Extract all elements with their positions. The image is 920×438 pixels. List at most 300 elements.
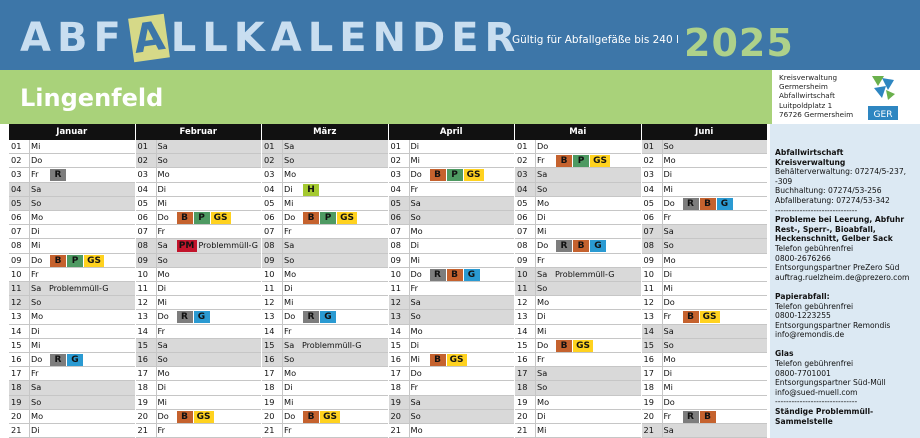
pickup-tag: G (590, 240, 606, 252)
day-number: 19 (264, 396, 275, 407)
day-number: 16 (517, 354, 528, 364)
day-number: 07 (11, 226, 22, 237)
weekday-label: Mi (409, 254, 427, 267)
day-number: 17 (11, 368, 22, 379)
pickup-tag: R (556, 240, 572, 252)
day-row (9, 183, 135, 197)
day-row (515, 310, 641, 324)
pickup-tag: GS (700, 311, 720, 323)
weekday-label: Sa (29, 381, 47, 394)
day-number: 16 (390, 354, 401, 364)
weekday-label: Mi (535, 424, 553, 437)
day-number: 16 (137, 354, 148, 364)
day-number: 17 (517, 368, 528, 379)
pickup-tag: B (430, 169, 446, 181)
weekday-label: So (29, 396, 47, 409)
day-number: 09 (264, 254, 275, 265)
pickup-tag: R (177, 311, 193, 323)
day-number: 19 (517, 396, 528, 407)
day-row (262, 225, 388, 239)
sidebar-line: Entsorgungspartner PreZero Süd (775, 263, 900, 273)
weekday-label: Sa (662, 424, 680, 437)
day-number: 06 (264, 212, 275, 222)
day-row (9, 367, 135, 381)
weekday-label: Do (282, 211, 300, 224)
day-row (136, 197, 262, 211)
weekday-label: Di (156, 282, 174, 295)
weekday-label: Do (409, 168, 427, 181)
day-row (515, 282, 641, 296)
day-row (389, 410, 515, 424)
day-row (642, 424, 768, 438)
day-number: 06 (390, 212, 401, 222)
day-row (262, 367, 388, 381)
day-row (642, 325, 768, 339)
weekday-label: Di (662, 367, 680, 380)
day-row (262, 325, 388, 339)
day-number: 09 (517, 254, 528, 265)
weekday-label: Mi (282, 197, 300, 210)
calendar-title: ABF A LLKALENDER (20, 13, 522, 63)
weekday-label: Mi (409, 154, 427, 167)
sidebar-line: info@sued-muell.com (775, 387, 858, 397)
weekday-label: Do (662, 197, 680, 210)
pickup-tag: PM (177, 240, 197, 252)
day-number: 10 (390, 268, 401, 279)
day-number: 11 (643, 283, 654, 293)
pickup-note: Problemmüll-G (302, 340, 362, 350)
day-row (642, 381, 768, 395)
weekday-label: Do (29, 154, 47, 167)
day-row (389, 225, 515, 239)
sidebar-line: Papierabfall: (775, 291, 830, 301)
pickup-tag: B (447, 269, 463, 281)
sidebar-line: Kreisverwaltung (775, 157, 846, 167)
day-number: 11 (11, 283, 22, 293)
weekday-label: Di (282, 183, 300, 196)
weekday-label: Mo (662, 154, 680, 167)
month-header-mai: Mai (515, 124, 641, 140)
day-row (136, 353, 262, 367)
day-number: 05 (11, 197, 22, 208)
day-row (389, 424, 515, 438)
day-number: 06 (517, 212, 528, 222)
day-number: 05 (264, 197, 275, 208)
pickup-tag: R (430, 269, 446, 281)
pickup-tag: P (67, 255, 83, 267)
day-number: 20 (643, 410, 654, 421)
day-row (136, 325, 262, 339)
weekday-label: Mo (156, 168, 174, 181)
weekday-label: So (156, 353, 174, 366)
day-row (515, 197, 641, 211)
month-header-juni: Juni (642, 124, 768, 140)
day-number: 02 (137, 155, 148, 166)
day-number: 07 (264, 226, 275, 237)
day-number: 07 (137, 226, 148, 237)
pickup-tag: P (320, 212, 336, 224)
weekday-label: Fr (535, 154, 553, 167)
weekday-label: Mo (29, 211, 47, 224)
day-row (262, 268, 388, 282)
weekday-label: Di (409, 140, 427, 153)
day-number: 14 (11, 325, 22, 336)
weekday-label: Mo (535, 396, 553, 409)
day-row (515, 140, 641, 154)
pickup-tag: B (683, 311, 699, 323)
weekday-label: Mo (156, 268, 174, 281)
month-header-april: April (389, 124, 515, 140)
day-row (642, 197, 768, 211)
day-row (136, 282, 262, 296)
day-number: 16 (643, 354, 654, 364)
day-number: 15 (264, 339, 275, 350)
weekday-label: Do (156, 211, 174, 224)
day-number: 19 (643, 396, 654, 407)
day-number: 03 (11, 169, 22, 180)
pickup-tag: B (700, 411, 716, 423)
weekday-label: Sa (535, 367, 553, 380)
weekday-label: Mi (282, 396, 300, 409)
pickup-tag: R (50, 169, 66, 181)
weekday-label: Di (535, 410, 553, 423)
weekday-label: So (662, 239, 680, 252)
day-number: 17 (137, 368, 148, 379)
day-number: 02 (643, 155, 654, 166)
month-header-märz: März (262, 124, 388, 140)
weekday-label: Mo (535, 296, 553, 309)
day-row (642, 396, 768, 410)
pickup-tag: GS (211, 212, 231, 224)
weekday-label: Sa (282, 140, 300, 153)
sidebar-line: Entsorgungspartner Süd-Müll (775, 378, 886, 388)
weekday-label: Di (282, 381, 300, 394)
sidebar-line: ------------------------------ (775, 205, 858, 215)
weekday-label: Mi (535, 225, 553, 238)
day-number: 04 (517, 183, 528, 194)
day-number: 15 (517, 339, 528, 350)
weekday-label: Di (662, 168, 680, 181)
weekday-label: So (29, 197, 47, 210)
weekday-label: Mo (282, 268, 300, 281)
pickup-tag: GS (447, 354, 467, 366)
day-row (136, 367, 262, 381)
day-row (389, 325, 515, 339)
day-row (642, 211, 768, 225)
day-number: 01 (11, 141, 22, 151)
day-row (9, 296, 135, 310)
day-row (9, 424, 135, 438)
weekday-label: So (29, 296, 47, 309)
day-row (642, 282, 768, 296)
day-number: 12 (137, 297, 148, 308)
day-number: 03 (643, 169, 654, 180)
day-number: 13 (390, 311, 401, 322)
sidebar-line: Heckenschnitt, Gelber Sack (775, 234, 893, 244)
town-name: Lingenfeld (20, 84, 164, 112)
weekday-label: Di (409, 239, 427, 252)
sidebar-line: Probleme bei Leerung, Abfuhr (775, 215, 905, 225)
weekday-label: Fr (662, 211, 680, 224)
day-number: 11 (390, 283, 401, 293)
weekday-label: So (535, 183, 553, 196)
day-number: 01 (517, 141, 528, 151)
pickup-tag: GS (590, 155, 610, 167)
day-row (515, 424, 641, 438)
day-row (515, 367, 641, 381)
weekday-label: Mo (662, 254, 680, 267)
weekday-label: Mo (282, 367, 300, 380)
day-row (515, 381, 641, 395)
day-number: 06 (643, 212, 654, 222)
day-number: 12 (390, 297, 401, 308)
weekday-label: Fr (156, 225, 174, 238)
day-number: 12 (643, 297, 654, 308)
day-number: 14 (517, 325, 528, 336)
day-number: 13 (137, 311, 148, 322)
day-row (515, 239, 641, 253)
day-row (262, 154, 388, 168)
sidebar-line: Ständige Problemmüll- (775, 407, 874, 417)
weekday-label: Di (156, 183, 174, 196)
weekday-label: Sa (29, 183, 47, 196)
weekday-label: Mo (409, 424, 427, 437)
day-number: 18 (390, 382, 401, 393)
day-row (262, 197, 388, 211)
day-number: 17 (643, 368, 654, 379)
weekday-label: Do (535, 140, 553, 153)
weekday-label: Mi (662, 282, 680, 295)
day-row (642, 296, 768, 310)
day-number: 15 (390, 339, 401, 350)
pickup-tag: GS (337, 212, 357, 224)
weekday-label: Do (535, 239, 553, 252)
pickup-tag: R (303, 311, 319, 323)
day-row (136, 396, 262, 410)
day-row (262, 282, 388, 296)
day-row (515, 268, 641, 282)
pickup-tag: B (430, 354, 446, 366)
day-number: 01 (390, 141, 401, 151)
day-number: 04 (390, 183, 401, 194)
day-number: 18 (643, 382, 654, 393)
day-row (136, 310, 262, 324)
day-number: 12 (517, 297, 528, 308)
day-number: 21 (517, 425, 528, 435)
weekday-label: Do (29, 254, 47, 267)
weekday-label: Do (156, 310, 174, 323)
day-number: 21 (643, 425, 654, 435)
day-row (9, 339, 135, 353)
weekday-label: Do (662, 296, 680, 309)
day-number: 11 (517, 283, 528, 293)
day-row (9, 168, 135, 182)
day-row (389, 296, 515, 310)
sidebar-line: Sammelstelle (775, 416, 833, 426)
weekday-label: Mo (409, 225, 427, 238)
day-number: 21 (264, 425, 275, 435)
day-number: 06 (137, 212, 148, 222)
weekday-label: Do (409, 268, 427, 281)
weekday-label: Mo (535, 197, 553, 210)
sidebar-line: Behälterverwaltung: 07274/5-237, (775, 167, 907, 177)
day-row (389, 282, 515, 296)
weekday-label: Sa (29, 282, 47, 295)
day-number: 04 (11, 183, 22, 194)
weekday-label: So (156, 254, 174, 267)
day-number: 04 (643, 183, 654, 194)
day-number: 08 (137, 240, 148, 251)
day-number: 21 (11, 425, 22, 435)
weekday-label: Mi (156, 296, 174, 309)
day-number: 05 (643, 197, 654, 208)
pickup-tag: R (683, 198, 699, 210)
day-number: 20 (137, 410, 148, 421)
sidebar-line: Telefon gebührenfrei (775, 301, 854, 311)
day-number: 18 (11, 382, 22, 393)
pickup-tag: P (573, 155, 589, 167)
weekday-label: Fr (29, 268, 47, 281)
day-row (642, 367, 768, 381)
weekday-label: Fr (282, 424, 300, 437)
sidebar-spacer (775, 282, 915, 292)
weekday-label: So (409, 310, 427, 323)
weekday-label: So (662, 339, 680, 352)
pickup-tag: GS (464, 169, 484, 181)
day-row (9, 197, 135, 211)
day-number: 16 (11, 354, 22, 364)
pickup-tag: G (464, 269, 480, 281)
sidebar-line: info@remondis.de (775, 330, 845, 340)
day-number: 07 (517, 226, 528, 237)
day-row (262, 396, 388, 410)
day-number: 13 (11, 311, 22, 322)
day-number: 18 (137, 382, 148, 393)
day-row (642, 168, 768, 182)
pickup-tag: H (303, 184, 319, 196)
day-number: 11 (264, 283, 275, 293)
weekday-label: Fr (535, 353, 553, 366)
day-number: 14 (643, 325, 654, 336)
germersheim-logo (868, 72, 898, 120)
weekday-label: Mi (535, 325, 553, 338)
day-number: 02 (517, 155, 528, 166)
weekday-label: Fr (409, 381, 427, 394)
sidebar-line: Telefon gebührenfrei (775, 243, 854, 253)
pickup-tag: B (303, 411, 319, 423)
day-row (389, 154, 515, 168)
pickup-tag: B (556, 340, 572, 352)
pickup-tag: P (447, 169, 463, 181)
weekday-label: Di (29, 424, 47, 437)
weekday-label: So (156, 154, 174, 167)
day-row (389, 339, 515, 353)
weekday-label: So (409, 410, 427, 423)
pickup-tag: GS (194, 411, 214, 423)
pickup-note: Problemmüll-G (555, 269, 615, 279)
weekday-label: So (282, 254, 300, 267)
day-row (9, 254, 135, 268)
day-row (515, 353, 641, 367)
pickup-tag: G (320, 311, 336, 323)
day-row (515, 254, 641, 268)
sidebar-line: 0800-1223255 (775, 311, 831, 321)
weekday-label: So (535, 282, 553, 295)
day-number: 08 (517, 240, 528, 251)
day-row (136, 410, 262, 424)
weekday-label: Sa (156, 339, 174, 352)
day-number: 13 (264, 311, 275, 322)
day-number: 10 (11, 268, 22, 279)
day-row (9, 325, 135, 339)
pickup-tag: B (573, 240, 589, 252)
day-number: 08 (264, 240, 275, 251)
day-row (642, 225, 768, 239)
day-row (262, 353, 388, 367)
day-number: 02 (390, 155, 401, 166)
weekday-label: Do (409, 367, 427, 380)
day-row (642, 254, 768, 268)
day-number: 14 (390, 325, 401, 336)
day-row (389, 140, 515, 154)
day-row (389, 168, 515, 182)
svg-text:GER: GER (873, 110, 893, 120)
pickup-tag: G (67, 354, 83, 366)
day-number: 13 (517, 311, 528, 322)
day-row (9, 211, 135, 225)
pickup-calendar (9, 124, 769, 438)
day-row (136, 225, 262, 239)
sidebar-line: 0800-2676266 (775, 253, 831, 263)
weekday-label: Do (662, 396, 680, 409)
calendar-year: 2025 (684, 21, 794, 65)
day-number: 03 (390, 169, 401, 180)
weekday-label: Mi (156, 396, 174, 409)
weekday-label: Do (282, 310, 300, 323)
weekday-label: So (282, 154, 300, 167)
weekday-label: So (282, 353, 300, 366)
day-row (389, 211, 515, 225)
weekday-label: Mi (29, 140, 47, 153)
weekday-label: Sa (156, 239, 174, 252)
day-number: 18 (517, 382, 528, 393)
day-number: 15 (137, 339, 148, 350)
weekday-label: Mi (662, 381, 680, 394)
weekday-label: Fr (409, 282, 427, 295)
sidebar-line: 0800-7701001 (775, 368, 831, 378)
weekday-label: Di (282, 282, 300, 295)
weekday-label: Fr (282, 225, 300, 238)
weekday-label: Fr (29, 168, 47, 181)
day-row (262, 140, 388, 154)
weekday-label: Mo (156, 367, 174, 380)
day-number: 01 (137, 141, 148, 151)
day-row (136, 381, 262, 395)
day-row (136, 154, 262, 168)
day-row (262, 296, 388, 310)
day-row (642, 339, 768, 353)
weekday-label: Di (29, 325, 47, 338)
sidebar-line: Buchhaltung: 07274/53-256 (775, 186, 882, 196)
day-row (389, 381, 515, 395)
day-row (136, 140, 262, 154)
weekday-label: Mi (409, 353, 427, 366)
day-number: 18 (264, 382, 275, 393)
day-row (262, 183, 388, 197)
weekday-label: So (662, 140, 680, 153)
weekday-label: Sa (662, 325, 680, 338)
weekday-label: So (409, 211, 427, 224)
